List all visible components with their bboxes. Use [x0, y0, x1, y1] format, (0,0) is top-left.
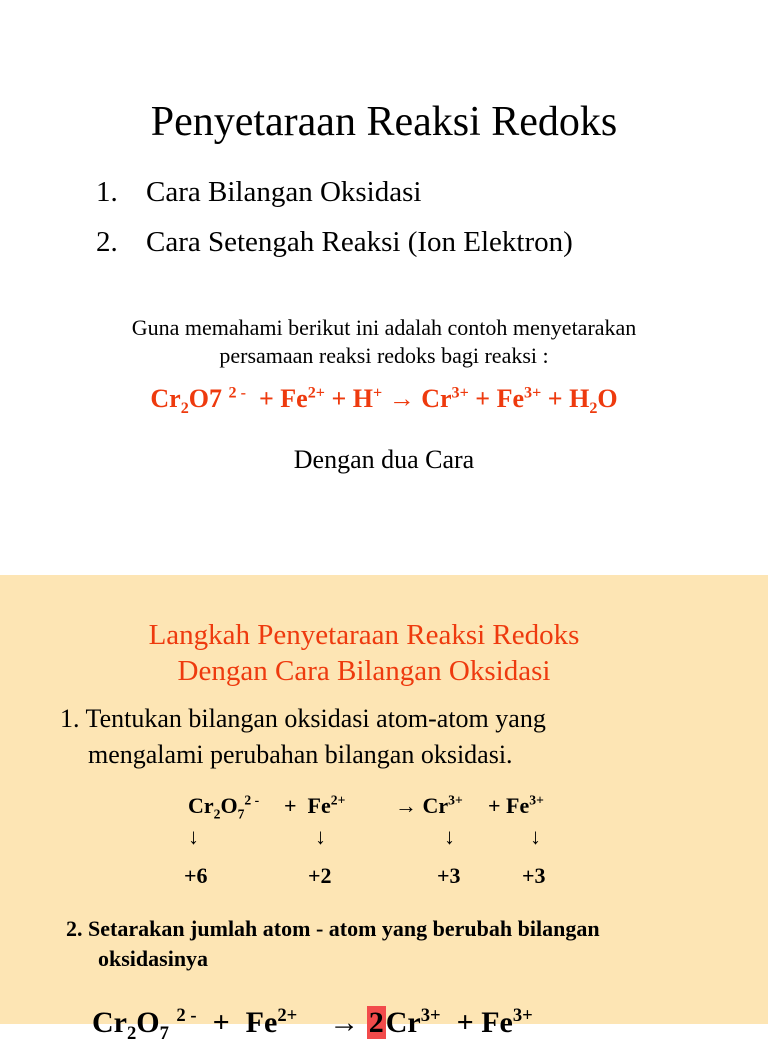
method-item-2	[96, 224, 573, 274]
method-item-1	[96, 174, 573, 224]
down-arrow-icon: ↓	[315, 824, 326, 849]
two-methods-caption: Dengan dua Cara	[293, 445, 475, 474]
slide-title: Penyetaraan Reaksi Redoks	[150, 99, 618, 145]
oxidation-number-fe-product: +3	[522, 863, 546, 888]
species-iron-iii: + $Fe^{3+}$	[488, 792, 544, 818]
eq-plus: +	[258, 384, 274, 413]
species-chromium-iii: → $Cr^{3+}$	[395, 792, 463, 818]
eq-cr3-charge: 3+	[451, 384, 469, 402]
eq-cr: Cr	[150, 384, 181, 413]
eq-fe3-charge: 3+	[524, 384, 542, 402]
oxidation-number-cr-reactant: +6	[184, 863, 208, 888]
eq-plus: +	[331, 384, 347, 413]
eq-o7: O7	[188, 384, 223, 413]
oxidation-number-cr-product: +3	[437, 863, 461, 888]
oxidation-number-table	[0, 793, 768, 893]
eq-water-h: H	[569, 384, 590, 413]
eq-plus: +	[475, 384, 491, 413]
slide-2-title	[0, 617, 728, 689]
down-arrow-icon: ↓	[188, 824, 199, 849]
eq-cr-sub: 2	[180, 400, 189, 418]
method-number: 2.	[96, 226, 118, 258]
intro-line-1: Guna memahami berikut ini adalah contoh menyetarakan	[131, 315, 637, 340]
eq-water-o: O	[597, 384, 618, 413]
eq-o7-charge: 2 -	[228, 384, 246, 402]
step-2	[66, 914, 600, 974]
method-number: 1.	[96, 176, 118, 208]
slide-2	[0, 575, 768, 1044]
eq-arrow: →	[388, 384, 415, 413]
eq-plus: +	[547, 384, 563, 413]
method-list	[96, 174, 573, 274]
step-2-line-1: 2. Setarakan jumlah atom - atom yang berubah bilangan	[66, 916, 600, 941]
slide-2-title-line-2: Dengan Cara Bilangan Oksidasi	[177, 655, 551, 687]
redox-equation	[0, 382, 768, 416]
eq-fe-charge: 2+	[307, 384, 325, 402]
step-1	[60, 701, 546, 773]
down-arrow-icon: ↓	[530, 824, 541, 849]
method-text: Cara Setengah Reaksi (Ion Elektron)	[146, 226, 573, 258]
step-2-line-2: oksidasinya	[98, 946, 209, 971]
coefficient-highlight: 2	[368, 1006, 384, 1039]
eq-water-sub: 2	[589, 400, 598, 418]
down-arrow-icon: ↓	[444, 824, 455, 849]
eq-fe: Fe	[280, 384, 308, 413]
intro-text	[0, 314, 768, 370]
step-1-line-2: mengalami perubahan bilangan oksidasi.	[88, 740, 513, 769]
step-1-line-1: 1. Tentukan bilangan oksidasi atom-atom yang	[60, 704, 546, 733]
oxidation-number-fe-reactant: +2	[308, 863, 332, 888]
eq-h: H	[352, 384, 374, 413]
eq-cr3: Cr	[421, 384, 452, 413]
eq-h-charge: +	[373, 384, 383, 402]
intro-line-2: persamaan reaksi redoks bagi reaksi :	[219, 343, 549, 368]
slide-2-title-line-1: Langkah Penyetaraan Reaksi Redoks	[148, 619, 580, 651]
species-iron-ii: + $Fe^{2+}$	[284, 792, 346, 818]
eq-fe3: Fe	[496, 384, 525, 413]
method-text: Cara Bilangan Oksidasi	[146, 176, 422, 208]
balanced-equation-partial: $Cr_2O_7$ $^{2 -} + Fe^{2+} \to 2Cr^{3+} + Fe^{3+}$	[92, 1005, 533, 1044]
species-dichromate: $Cr_2O_7^{2 -}$	[188, 792, 260, 822]
